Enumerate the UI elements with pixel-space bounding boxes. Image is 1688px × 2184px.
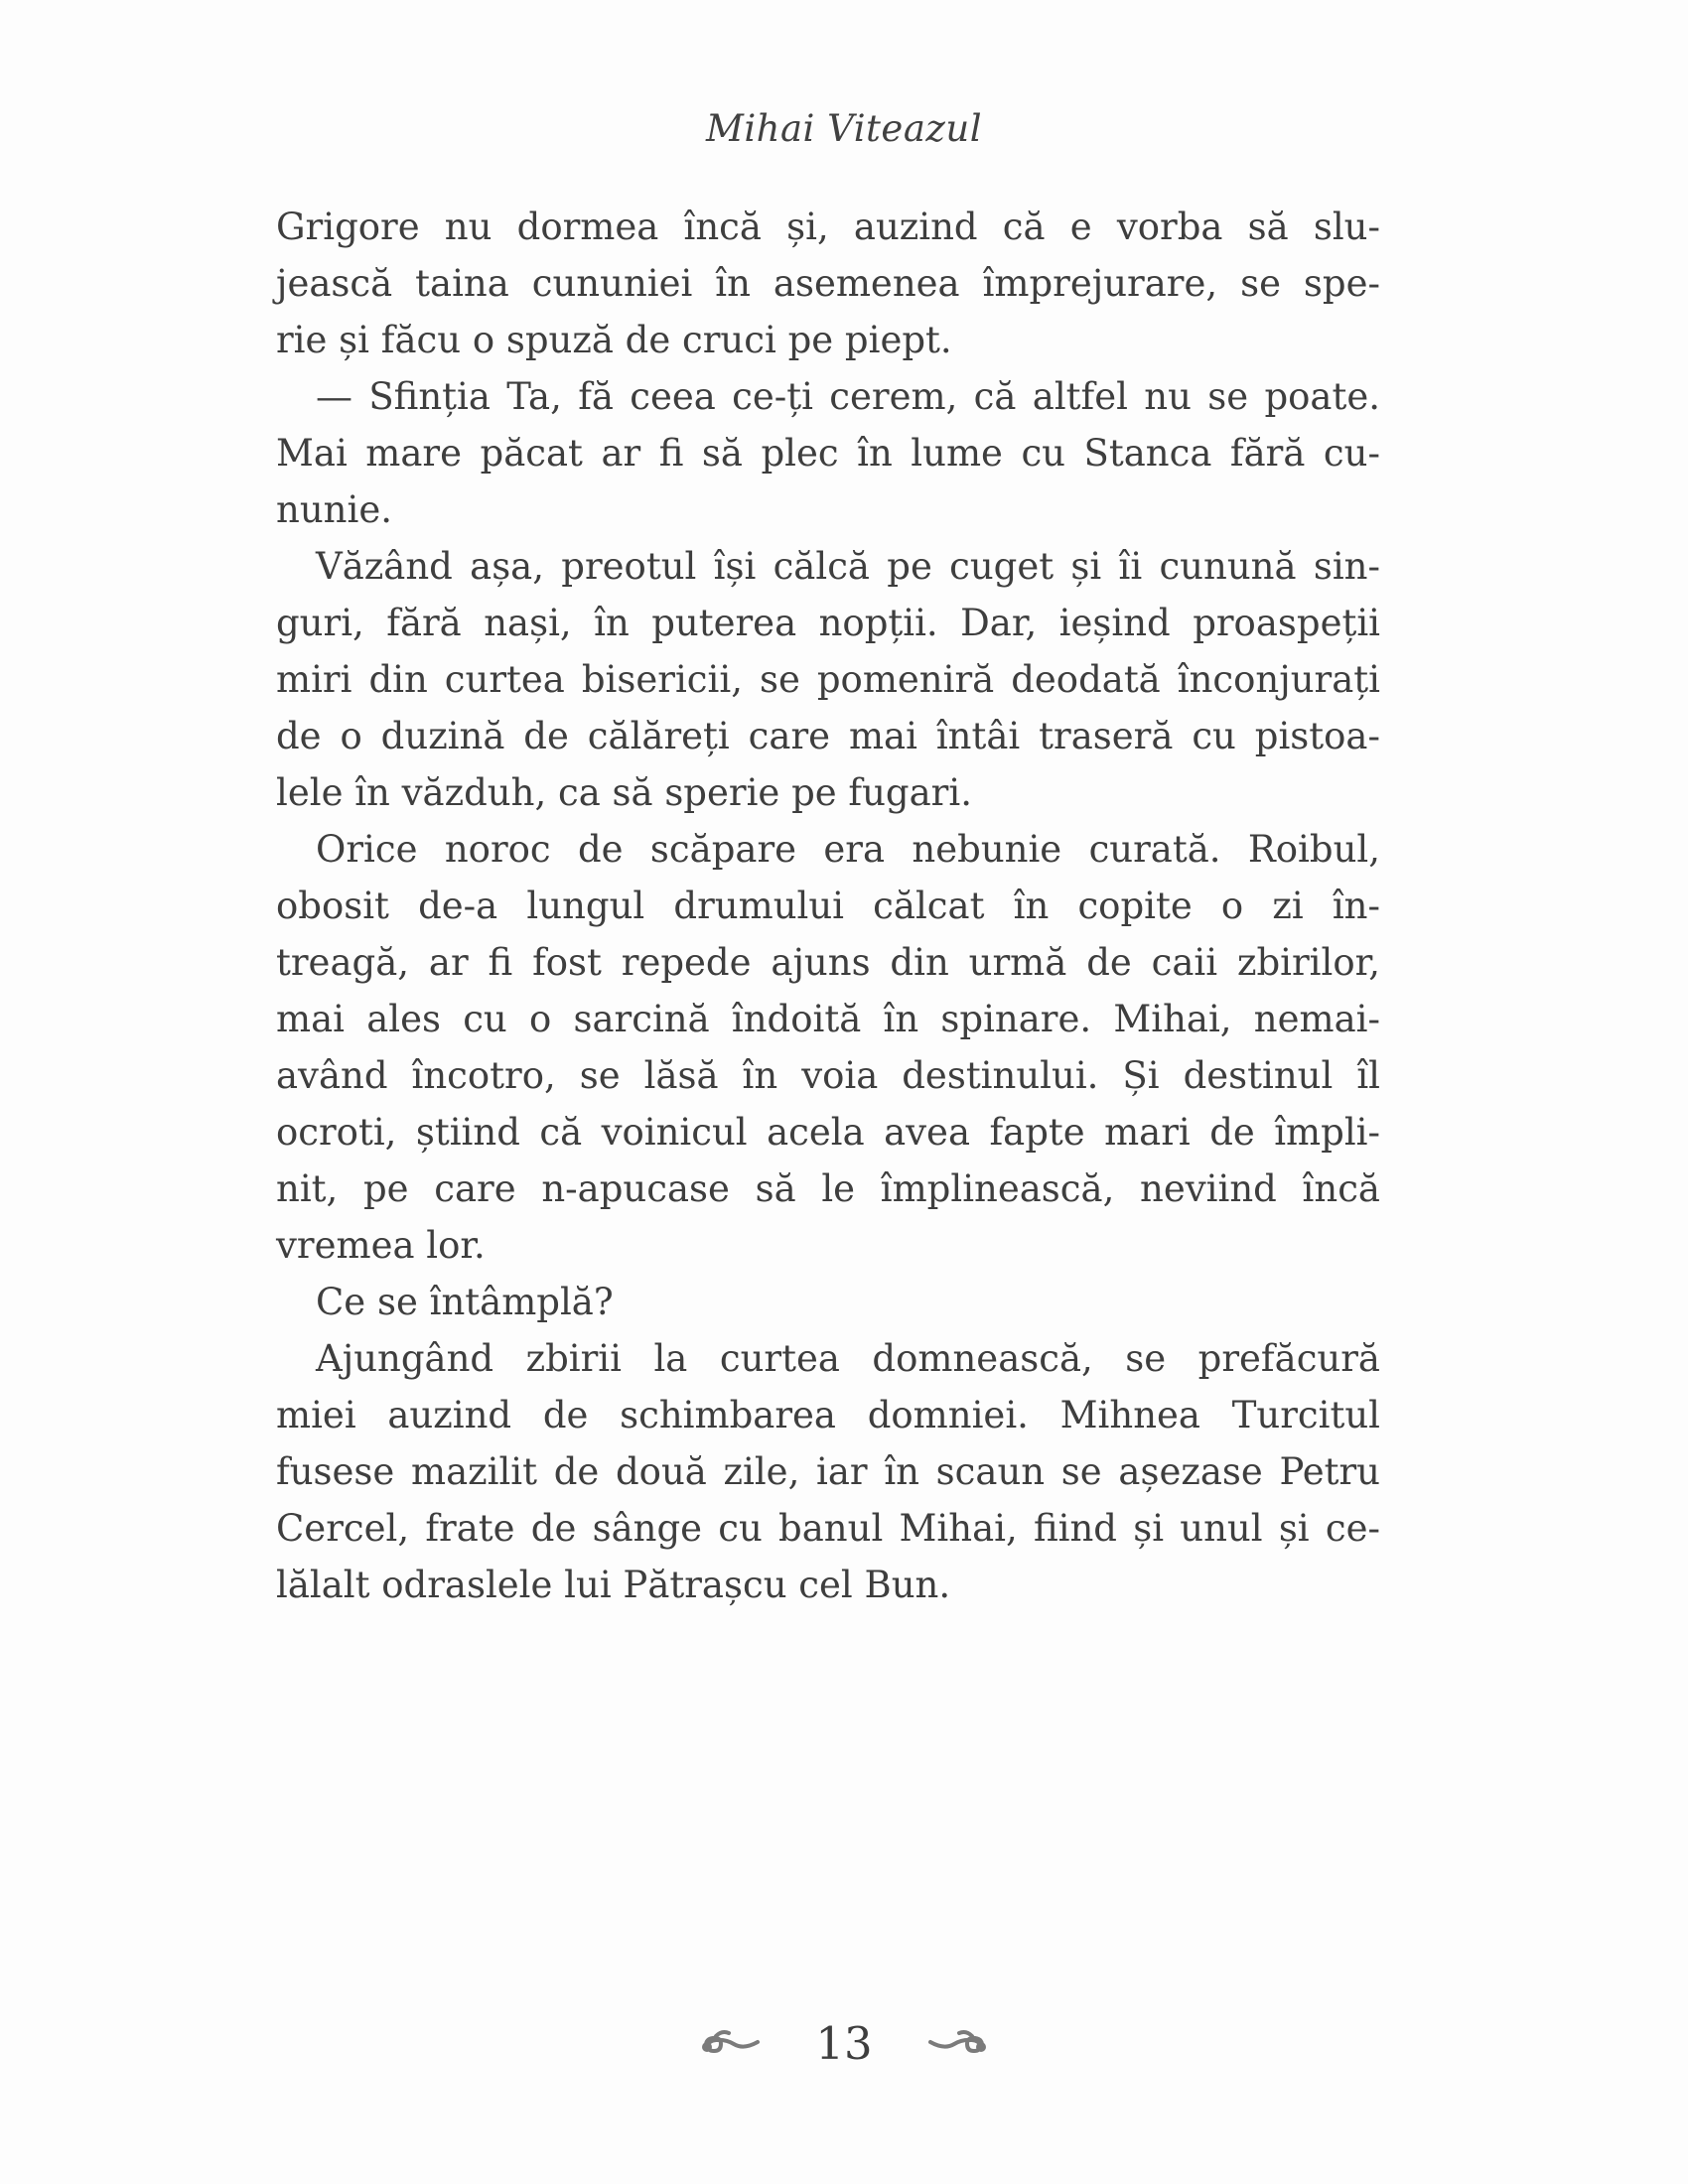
body-line: având încotro, se lăsă în voia destinului. Și destinul îl [276, 1054, 1380, 1097]
body-line: Văzând așa, preotul își călcă pe cuget și îi cunună sin- [316, 545, 1380, 588]
body-line: fusese mazilit de două zile, iar în scaun se așezase Petru [276, 1450, 1380, 1493]
running-head-title: Mihai Viteazul [705, 107, 983, 150]
fleuron-swirl-left-icon [700, 2027, 762, 2061]
page-number: 13 [815, 2017, 873, 2070]
body-line: ocroti, știind că voinicul acela avea fapte mari de împli- [276, 1111, 1380, 1154]
body-line: mai ales cu o sarcină îndoită în spinare. Mihai, nemai- [276, 998, 1380, 1040]
body-line: nit, pe care n-apucase să le împlinească, neviind încă [276, 1167, 1380, 1210]
body-line: de o duzină de călăreți care mai întâi traseră cu pistoa- [276, 715, 1380, 757]
body-line: miri din curtea bisericii, se pomeniră deodată înconjurați [276, 658, 1380, 701]
body-line: nunie. [276, 488, 392, 531]
body-line: miei auzind de schimbarea domniei. Mihnea Turcitul [276, 1394, 1380, 1436]
body-line: guri, fără nași, în puterea nopții. Dar, ieșind proaspeții [276, 602, 1380, 644]
body-line: Grigore nu dormea încă și, auzind că e vorba să slu- [276, 205, 1380, 248]
body-line: Orice noroc de scăpare era nebunie curată. Roibul, [316, 828, 1380, 871]
body-line: Ce se întâmplă? [316, 1281, 614, 1323]
body-text [276, 199, 1380, 1613]
body-line: Cercel, frate de sânge cu banul Mihai, fiind și unul și ce- [276, 1507, 1380, 1550]
body-line: lele în văzduh, ca să sperie pe fugari. [276, 771, 972, 814]
body-line: Mai mare păcat ar fi să plec în lume cu Stanca fără cu- [276, 432, 1380, 475]
body-line: obosit de-a lungul drumului călcat în copite o zi în- [276, 885, 1380, 927]
body-line: treagă, ar fi fost repede ajuns din urmă de caii zbirilor, [276, 941, 1380, 984]
body-line: rie și făcu o spuză de cruci pe piept. [276, 319, 952, 361]
body-line: — Sfinția Ta, fă ceea ce-ți cerem, că altfel nu se poate. [316, 375, 1380, 418]
fleuron-swirl-right-icon [926, 2027, 988, 2061]
body-line: Ajungând zbirii la curtea domnească, se prefăcură [316, 1337, 1380, 1380]
body-line: jească taina cununiei în asemenea împrejurare, se spe- [276, 262, 1380, 305]
page-footer [0, 2017, 1688, 2070]
body-line: vremea lor. [276, 1224, 486, 1267]
body-line: lălalt odraslele lui Pătrașcu cel Bun. [276, 1564, 951, 1606]
